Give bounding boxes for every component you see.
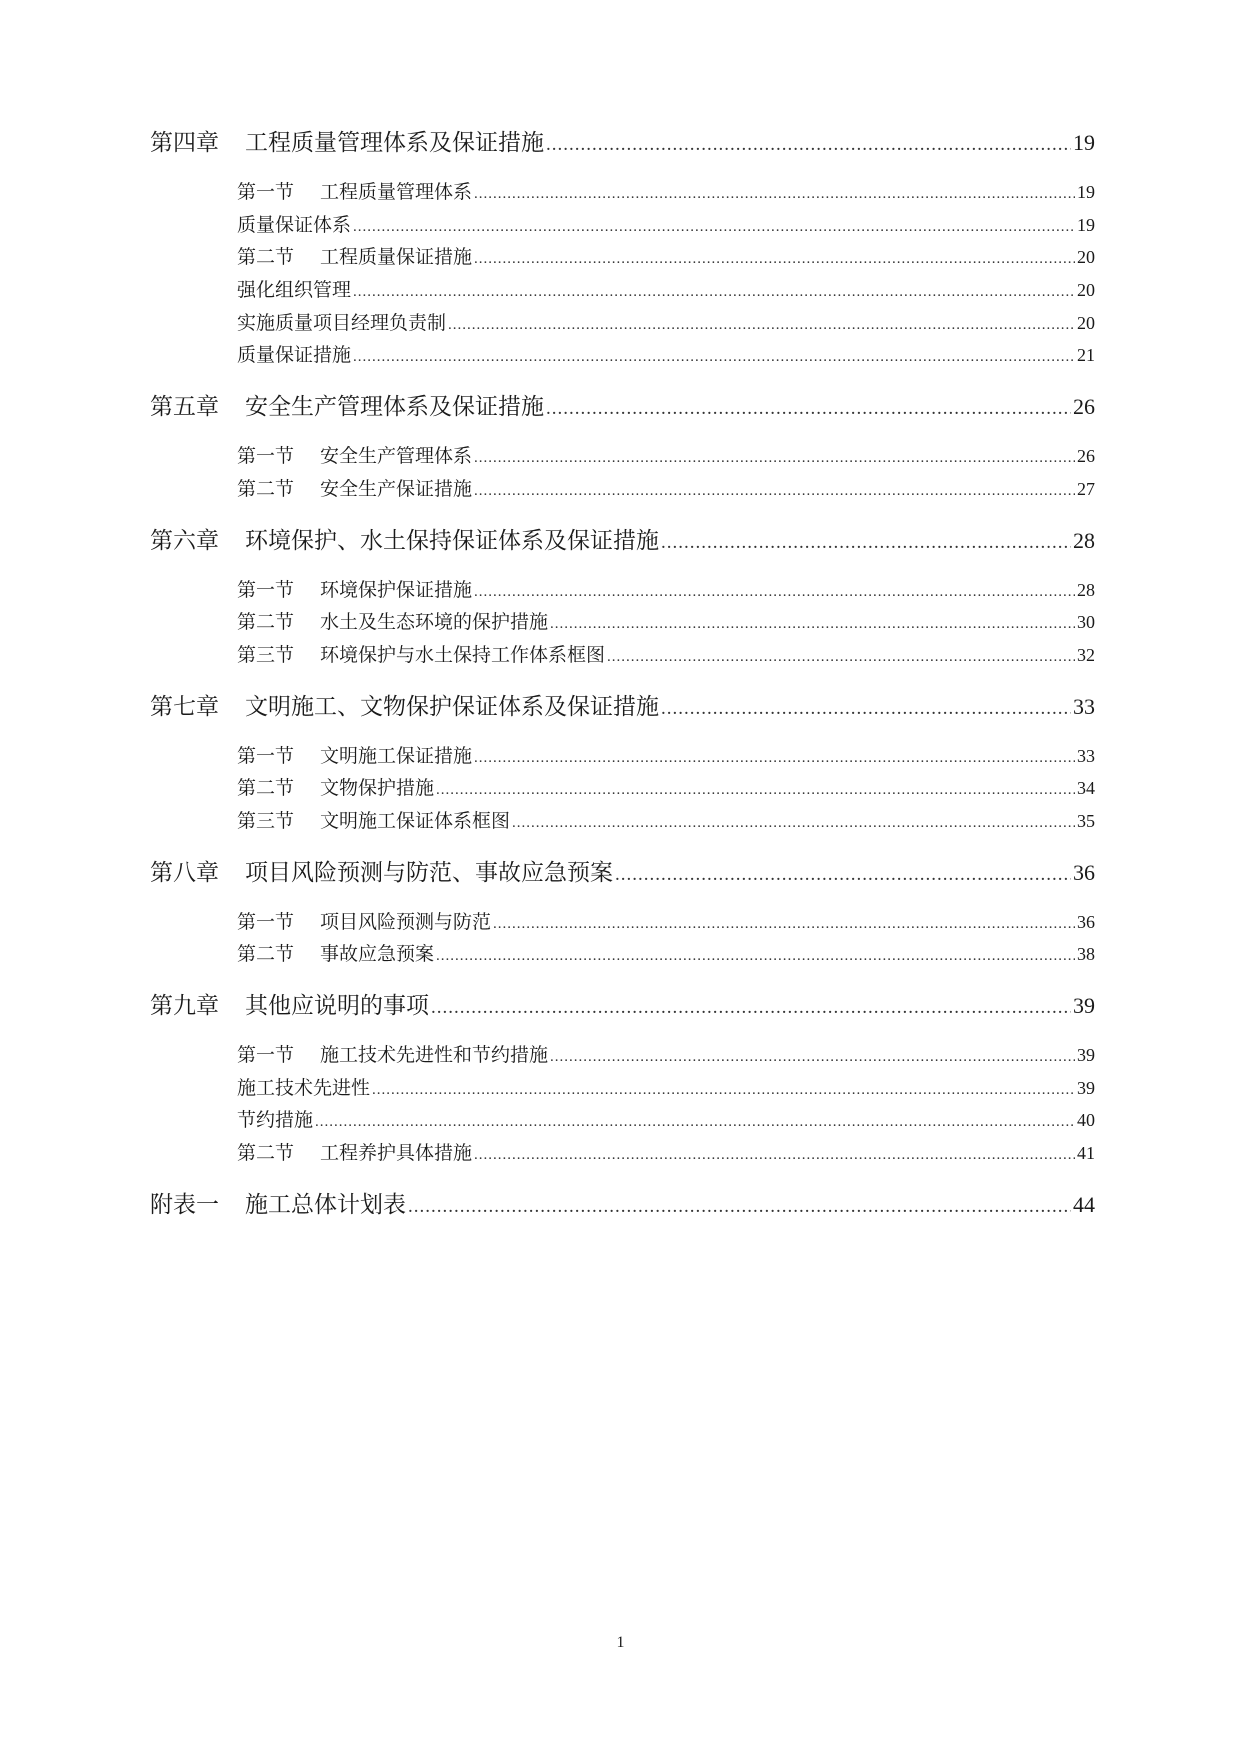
page-ref: 41 [1077,1143,1095,1164]
dot-leader [546,392,1071,426]
toc-section-group [150,906,1095,971]
toc-section-label [237,339,351,372]
dot-leader [661,692,1071,726]
toc-section-label [237,805,510,838]
page-ref: 26 [1073,394,1095,420]
dot-leader [550,608,1075,641]
toc-section[interactable] [150,339,1095,372]
section-title: 强化组织管理 [237,279,352,302]
chapter-title: 工程质量管理体系及保证措施 [245,130,544,156]
chapter-number: 第四章 [150,130,219,156]
chapter-number: 第九章 [150,993,219,1019]
section-title: 质量保证体系 [237,213,352,236]
chapter-title: 安全生产管理体系及保证措施 [245,394,544,421]
toc-chapter-label [150,390,544,424]
section-number: 第二节 [237,477,295,500]
section-number: 第二节 [237,777,295,800]
toc-section[interactable] [150,241,1095,274]
toc-section[interactable] [150,772,1095,805]
chapter-title: 文明施工、文物保护保证体系及保证措施 [245,693,659,720]
page-ref: 35 [1077,810,1095,831]
toc-section-label [237,1137,472,1170]
section-title: 文明施工保证措施 [320,744,473,767]
page-ref: 39 [1073,993,1095,1018]
page-ref: 27 [1077,478,1095,499]
page-ref: 39 [1077,1077,1095,1098]
dot-leader [512,807,1075,840]
table-of-contents [150,126,1095,1238]
page-ref: 36 [1073,859,1095,885]
section-title: 工程养护具体措施 [320,1142,473,1165]
dot-leader [431,991,1071,1025]
toc-section-label [237,473,472,506]
toc-section[interactable] [150,1072,1095,1105]
page-ref: 33 [1077,745,1095,766]
toc-section[interactable] [150,1039,1095,1072]
dot-leader [315,1106,1075,1139]
toc-chapter[interactable] [150,856,1095,890]
page-ref: 33 [1073,693,1095,719]
toc-section-label [237,1039,548,1072]
page-ref: 20 [1077,247,1095,268]
toc-section[interactable] [150,440,1095,473]
section-number: 第一节 [237,578,295,601]
dot-leader [474,243,1075,276]
section-number: 第二节 [237,943,295,966]
section-number: 第一节 [237,445,295,468]
section-number: 第二节 [237,246,295,269]
section-title: 文明施工保证体系框图 [320,809,511,832]
section-title: 安全生产保证措施 [320,477,473,500]
section-title: 环境保护与水土保持工作体系框图 [320,643,606,666]
toc-section[interactable] [150,176,1095,209]
toc-section[interactable] [150,639,1095,672]
dot-leader [408,1190,1071,1224]
toc-section[interactable] [150,307,1095,340]
toc-section-label [237,740,472,773]
section-number: 第一节 [237,181,295,203]
section-number: 第一节 [237,1044,295,1066]
page-ref: 28 [1073,527,1095,553]
toc-section[interactable] [150,805,1095,838]
toc-chapter[interactable] [150,390,1095,424]
toc-section-label [237,639,605,672]
dot-leader [353,211,1075,244]
page-ref: 26 [1077,446,1095,467]
dot-leader [474,742,1075,775]
dot-leader [607,641,1075,674]
section-title: 环境保护保证措施 [320,578,473,601]
toc-section[interactable] [150,209,1095,242]
toc-chapter[interactable] [150,989,1095,1023]
toc-section-label [237,1104,313,1137]
section-title: 水土及生态环境的保护措施 [320,611,549,634]
toc-chapter-label [150,690,659,724]
page-ref: 19 [1073,130,1095,155]
dot-leader [615,858,1071,892]
page-ref: 34 [1077,778,1095,799]
page-ref: 19 [1077,182,1095,202]
section-title: 事故应急预案 [320,943,435,966]
dot-leader [372,1074,1075,1107]
chapter-title: 施工总体计划表 [245,1191,406,1218]
toc-section-label [237,440,472,473]
chapter-number: 附表一 [150,1191,219,1218]
section-number: 第三节 [237,643,295,666]
section-number: 第一节 [237,744,295,767]
section-title: 文物保护措施 [320,777,435,800]
toc-section-label [237,176,472,209]
section-title: 实施质量项目经理负责制 [237,311,447,334]
section-title: 节约措施 [237,1109,314,1132]
toc-chapter[interactable] [150,524,1095,558]
toc-section-group [150,176,1095,372]
page-number: 1 [616,1634,625,1651]
toc-section-label [237,1072,370,1105]
dot-leader [474,1139,1075,1172]
page-ref: 40 [1077,1110,1095,1131]
toc-section[interactable] [150,906,1095,939]
toc-chapter-label [150,856,613,890]
chapter-number: 第七章 [150,693,219,720]
section-title: 施工技术先进性 [237,1076,371,1099]
toc-section[interactable] [150,1104,1095,1137]
section-number: 第二节 [237,1142,295,1165]
section-title: 施工技术先进性和节约措施 [320,1044,549,1066]
toc-section[interactable] [150,473,1095,506]
chapter-title: 环境保护、水土保持保证体系及保证措施 [245,527,659,554]
dot-leader [353,341,1075,374]
toc-section-label [237,938,434,971]
toc-chapter-label [150,1188,406,1222]
dot-leader [436,940,1075,973]
chapter-number: 第五章 [150,394,219,421]
page-ref: 19 [1077,214,1095,235]
dot-leader [353,276,1075,309]
toc-section-label [237,574,472,607]
page-ref: 36 [1077,911,1095,932]
section-number: 第三节 [237,809,295,832]
dot-leader [493,908,1075,941]
page-ref: 20 [1077,280,1095,301]
toc-section-group [150,440,1095,505]
toc-section-label [237,906,491,939]
page-ref: 44 [1073,1191,1095,1217]
toc-section-label [237,209,351,242]
toc-chapter-label [150,524,659,558]
dot-leader [474,442,1075,475]
toc-section[interactable] [150,938,1095,971]
dot-leader [661,526,1071,560]
toc-chapter-label [150,126,544,160]
page-ref: 28 [1077,579,1095,600]
page-ref: 20 [1077,312,1095,333]
toc-section[interactable] [150,740,1095,773]
toc-section-label [237,274,351,307]
toc-section-group [150,1039,1095,1170]
page-ref: 30 [1077,612,1095,633]
section-title: 工程质量管理体系 [320,181,473,203]
chapter-title: 项目风险预测与防范、事故应急预案 [245,859,613,886]
dot-leader [474,576,1075,609]
toc-section[interactable] [150,574,1095,607]
dot-leader [448,309,1075,342]
dot-leader [474,475,1075,508]
toc-section-label [237,606,548,639]
page-ref: 39 [1077,1045,1095,1065]
toc-section-group [150,740,1095,838]
page-ref: 21 [1077,345,1095,366]
dot-leader [550,1041,1075,1074]
section-title: 质量保证措施 [237,344,352,367]
section-title: 安全生产管理体系 [320,445,473,468]
dot-leader [474,178,1075,211]
chapter-title: 其他应说明的事项 [245,993,429,1019]
toc-chapter[interactable] [150,1188,1095,1222]
toc-section[interactable] [150,274,1095,307]
chapter-number: 第六章 [150,527,219,554]
toc-section-label [237,307,446,340]
section-title: 工程质量保证措施 [320,246,473,269]
toc-section[interactable] [150,1137,1095,1170]
section-number: 第二节 [237,611,295,634]
chapter-number: 第八章 [150,859,219,886]
toc-section[interactable] [150,606,1095,639]
section-title: 项目风险预测与防范 [320,910,492,933]
toc-section-label [237,241,472,274]
page-ref: 38 [1077,944,1095,965]
dot-leader [436,774,1075,807]
section-number: 第一节 [237,910,295,933]
toc-chapter[interactable] [150,126,1095,160]
dot-leader [546,128,1071,162]
toc-chapter[interactable] [150,690,1095,724]
toc-section-group [150,574,1095,672]
toc-section-label [237,772,434,805]
page-ref: 32 [1077,644,1095,665]
toc-chapter-label [150,989,429,1023]
